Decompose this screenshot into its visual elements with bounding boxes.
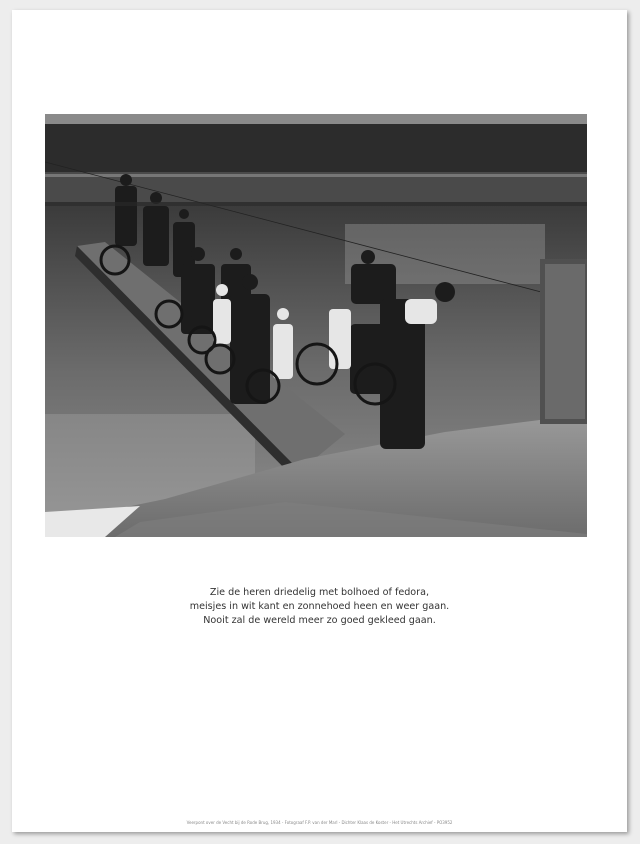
poem-line-3: Nooit zal de wereld meer zo goed gekleed gaan. [203,615,436,626]
poster-sheet [12,10,627,832]
ferry-photo-illustration [45,114,587,537]
historic-ferry-photo [45,114,587,537]
poem-line-1: Zie de heren driedelig met bolhoed of fedora, [209,587,430,598]
photo-credit-caption: Veerpont over de Vecht bij de Rode Brug, 1934 - Fotograaf F.P. van der Marl - Dichter Klaas de Koster - Het Utrechts Archief - PO3952 [186,820,453,825]
poem-text [12,586,627,628]
poem-line-2: meisjes in wit kant en zonnehoed heen en weer gaan. [189,601,450,612]
